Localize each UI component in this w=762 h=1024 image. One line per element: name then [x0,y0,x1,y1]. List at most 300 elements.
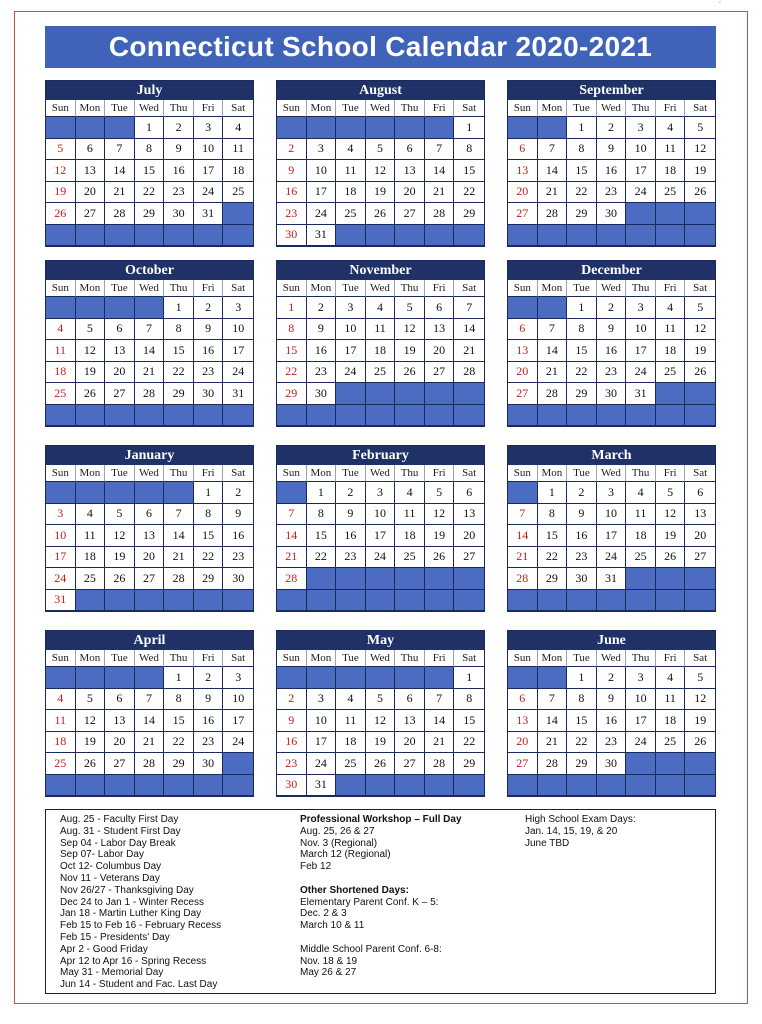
weekday-header: Tue [105,100,135,117]
day-cell: 7 [538,319,568,341]
empty-day-cell [567,775,597,797]
day-cell: 27 [685,547,715,569]
weekday-header: Thu [395,280,425,297]
day-cell: 24 [336,362,366,384]
day-cell: 26 [685,362,715,384]
empty-day-cell [597,775,627,797]
day-cell: 30 [223,568,253,590]
empty-day-cell [538,225,568,247]
exam-item: June TBD [525,837,570,849]
day-cell: 13 [395,160,425,182]
day-cell: 23 [307,362,337,384]
day-cell: 20 [508,732,538,754]
empty-day-cell [508,225,538,247]
day-cell: 7 [277,504,307,526]
weekday-header: Sun [508,465,538,482]
empty-day-cell [135,667,165,689]
empty-day-cell [307,590,337,612]
day-cell: 12 [366,710,396,732]
day-cell: 27 [508,203,538,225]
month-title: May [277,631,484,650]
day-cell: 21 [135,362,165,384]
day-cell: 28 [425,203,455,225]
month-grid [46,650,253,796]
empty-day-cell [366,568,396,590]
day-cell: 30 [597,753,627,775]
weekday-header: Mon [538,100,568,117]
weekday-header: Tue [567,280,597,297]
month-grid [508,280,715,426]
day-cell: 1 [454,117,484,139]
weekday-header: Mon [307,650,337,667]
day-cell: 2 [597,297,627,319]
day-cell: 22 [277,362,307,384]
day-cell: 14 [508,525,538,547]
weekday-header: Thu [626,650,656,667]
weekday-header: Fri [425,280,455,297]
day-cell: 15 [567,710,597,732]
day-cell: 4 [46,319,76,341]
day-cell: 5 [425,482,455,504]
day-cell: 10 [194,139,224,161]
weekday-header: Mon [76,465,106,482]
shortened-heading: Other Shortened Days: [300,884,409,896]
weekday-header: Sat [223,465,253,482]
weekday-header: Mon [76,650,106,667]
empty-day-cell [277,405,307,427]
day-cell: 8 [164,689,194,711]
day-cell: 6 [508,319,538,341]
day-cell: 29 [164,383,194,405]
empty-day-cell [626,775,656,797]
day-cell: 12 [395,319,425,341]
day-cell: 18 [656,340,686,362]
weekday-header: Fri [425,650,455,667]
day-cell: 22 [194,547,224,569]
empty-day-cell [46,117,76,139]
empty-day-cell [626,590,656,612]
day-cell: 21 [425,182,455,204]
empty-day-cell [597,225,627,247]
month-august [276,80,485,247]
empty-day-cell [164,482,194,504]
empty-day-cell [508,590,538,612]
day-cell: 22 [567,732,597,754]
day-cell: 15 [277,340,307,362]
day-cell: 8 [567,689,597,711]
day-cell: 11 [336,160,366,182]
day-cell: 25 [656,182,686,204]
weekday-header: Wed [366,465,396,482]
month-grid [46,280,253,426]
day-cell: 1 [194,482,224,504]
weekday-header: Tue [105,650,135,667]
day-cell: 25 [656,732,686,754]
day-cell: 17 [626,710,656,732]
day-cell: 27 [135,568,165,590]
middle-school-item: Nov. 18 & 19 [300,955,358,967]
day-cell: 10 [626,139,656,161]
empty-day-cell [105,225,135,247]
empty-day-cell [76,297,106,319]
day-cell: 9 [164,139,194,161]
day-cell: 15 [164,340,194,362]
empty-day-cell [656,383,686,405]
empty-day-cell [307,667,337,689]
day-cell: 25 [366,362,396,384]
day-cell: 14 [105,160,135,182]
empty-day-cell [508,775,538,797]
day-cell: 26 [685,732,715,754]
weekday-header: Thu [395,465,425,482]
day-cell: 1 [567,117,597,139]
empty-day-cell [164,225,194,247]
empty-day-cell [76,225,106,247]
weekday-header: Mon [76,100,106,117]
weekday-header: Thu [164,465,194,482]
empty-day-cell [105,405,135,427]
day-cell: 25 [76,568,106,590]
empty-day-cell [366,383,396,405]
day-cell: 10 [223,319,253,341]
empty-day-cell [223,753,253,775]
empty-day-cell [46,667,76,689]
month-grid [277,465,484,611]
day-cell: 20 [425,340,455,362]
day-cell: 6 [508,689,538,711]
month-may [276,630,485,797]
empty-day-cell [425,405,455,427]
holiday-item: Dec 24 to Jan 1 - Winter Recess [60,896,204,908]
day-cell: 23 [223,547,253,569]
day-cell: 28 [135,753,165,775]
weekday-header: Tue [336,280,366,297]
day-cell: 4 [76,504,106,526]
empty-day-cell [626,203,656,225]
day-cell: 7 [538,139,568,161]
day-cell: 20 [454,525,484,547]
day-cell: 23 [597,732,627,754]
day-cell: 18 [626,525,656,547]
weekday-header: Sun [46,650,76,667]
day-cell: 31 [597,568,627,590]
day-cell: 20 [395,182,425,204]
weekday-header: Sun [46,465,76,482]
day-cell: 11 [336,710,366,732]
month-november [276,260,485,427]
day-cell: 22 [164,732,194,754]
empty-day-cell [336,225,366,247]
day-cell: 7 [454,297,484,319]
empty-day-cell [76,405,106,427]
weekday-header: Wed [135,465,165,482]
day-cell: 4 [336,139,366,161]
weekday-header: Tue [336,650,366,667]
weekday-header: Wed [597,100,627,117]
empty-day-cell [223,405,253,427]
day-cell: 3 [307,139,337,161]
holiday-item: Jun 14 - Student and Fac. Last Day [60,979,218,991]
empty-day-cell [567,590,597,612]
holiday-item: Aug. 31 - Student First Day [60,825,181,837]
day-cell: 26 [656,547,686,569]
weekday-header: Fri [656,280,686,297]
empty-day-cell [454,405,484,427]
holiday-item: Nov 11 - Veterans Day [60,872,160,884]
empty-day-cell [164,590,194,612]
weekday-header: Sun [277,650,307,667]
day-cell: 31 [223,383,253,405]
shortened-subheading: Elementary Parent Conf. K – 5: [300,896,439,908]
day-cell: 11 [223,139,253,161]
middle-school-heading: Middle School Parent Conf. 6-8: [300,943,442,955]
weekday-header: Mon [307,465,337,482]
day-cell: 16 [307,340,337,362]
empty-day-cell [223,225,253,247]
empty-day-cell [223,775,253,797]
weekday-header: Sun [46,280,76,297]
empty-day-cell [336,590,366,612]
empty-day-cell [395,405,425,427]
empty-day-cell [626,225,656,247]
day-cell: 6 [395,139,425,161]
day-cell: 28 [538,203,568,225]
day-cell: 22 [567,362,597,384]
day-cell: 11 [76,525,106,547]
empty-day-cell [76,590,106,612]
day-cell: 23 [164,182,194,204]
empty-day-cell [307,117,337,139]
empty-day-cell [395,383,425,405]
day-cell: 19 [46,182,76,204]
day-cell: 23 [567,547,597,569]
day-cell: 14 [538,710,568,732]
month-march [507,445,716,612]
day-cell: 30 [277,225,307,247]
weekday-header: Thu [395,650,425,667]
day-cell: 5 [105,504,135,526]
day-cell: 27 [395,203,425,225]
day-cell: 2 [336,482,366,504]
day-cell: 11 [626,504,656,526]
day-cell: 25 [46,383,76,405]
day-cell: 5 [685,117,715,139]
empty-day-cell [135,775,165,797]
day-cell: 17 [194,160,224,182]
day-cell: 12 [685,689,715,711]
empty-day-cell [76,775,106,797]
day-cell: 24 [223,732,253,754]
page-title: Connecticut School Calendar 2020-2021 [45,26,716,68]
empty-day-cell [538,667,568,689]
day-cell: 24 [626,732,656,754]
day-cell: 11 [656,139,686,161]
day-cell: 6 [105,689,135,711]
day-cell: 3 [336,297,366,319]
day-cell: 16 [567,525,597,547]
holiday-item: Feb 15 to Feb 16 - February Recess [60,920,222,932]
empty-day-cell [105,117,135,139]
day-cell: 16 [277,182,307,204]
day-cell: 26 [366,203,396,225]
day-cell: 11 [395,504,425,526]
day-cell: 29 [194,568,224,590]
day-cell: 15 [194,525,224,547]
day-cell: 23 [277,203,307,225]
weekday-header: Thu [626,100,656,117]
empty-day-cell [508,482,538,504]
day-cell: 18 [336,182,366,204]
empty-day-cell [135,225,165,247]
holiday-item: May 31 - Memorial Day [60,967,164,979]
day-cell: 8 [454,689,484,711]
empty-day-cell [425,117,455,139]
day-cell: 28 [538,383,568,405]
day-cell: 2 [567,482,597,504]
day-cell: 31 [307,225,337,247]
empty-day-cell [46,297,76,319]
day-cell: 22 [164,362,194,384]
day-cell: 30 [194,383,224,405]
middle-school-item: May 26 & 27 [300,967,357,979]
day-cell: 1 [135,117,165,139]
day-cell: 24 [194,182,224,204]
empty-day-cell [194,590,224,612]
day-cell: 8 [164,319,194,341]
empty-day-cell [538,405,568,427]
day-cell: 29 [567,203,597,225]
shortened-item: Dec. 2 & 3 [300,908,347,920]
weekday-header: Tue [567,650,597,667]
weekday-header: Fri [194,465,224,482]
empty-day-cell [656,405,686,427]
empty-day-cell [538,297,568,319]
day-cell: 3 [626,117,656,139]
day-cell: 6 [395,689,425,711]
empty-day-cell [46,225,76,247]
day-cell: 14 [425,160,455,182]
month-title: April [46,631,253,650]
empty-day-cell [626,753,656,775]
workshop-item: Aug. 25, 26 & 27 [300,825,375,837]
empty-day-cell [46,482,76,504]
day-cell: 18 [366,340,396,362]
day-cell: 11 [656,319,686,341]
day-cell: 31 [307,775,337,797]
weekday-header: Mon [307,280,337,297]
empty-day-cell [135,590,165,612]
empty-day-cell [626,405,656,427]
day-cell: 25 [656,362,686,384]
day-cell: 5 [395,297,425,319]
workshop-item: March 12 (Regional) [300,849,391,861]
weekday-header: Sat [454,100,484,117]
day-cell: 15 [135,160,165,182]
empty-day-cell [336,383,366,405]
day-cell: 21 [538,362,568,384]
empty-day-cell [194,405,224,427]
empty-day-cell [685,568,715,590]
day-cell: 8 [567,139,597,161]
day-cell: 13 [508,160,538,182]
day-cell: 23 [336,547,366,569]
empty-day-cell [656,203,686,225]
empty-day-cell [656,225,686,247]
day-cell: 3 [366,482,396,504]
day-cell: 28 [425,753,455,775]
empty-day-cell [366,405,396,427]
day-cell: 3 [223,297,253,319]
day-cell: 14 [454,319,484,341]
day-cell: 11 [46,710,76,732]
month-title: March [508,446,715,465]
day-cell: 4 [656,297,686,319]
month-grid [508,100,715,246]
corner-mark: ‹ [719,0,721,6]
weekday-header: Tue [105,280,135,297]
day-cell: 28 [508,568,538,590]
exam-heading: High School Exam Days: [525,814,636,825]
day-cell: 9 [277,160,307,182]
weekday-header: Mon [538,465,568,482]
day-cell: 16 [164,160,194,182]
holidays-column [60,814,221,991]
month-title: June [508,631,715,650]
weekday-header: Fri [194,100,224,117]
day-cell: 15 [307,525,337,547]
weekday-header: Thu [164,280,194,297]
day-cell: 24 [223,362,253,384]
weekday-header: Mon [538,650,568,667]
day-cell: 31 [194,203,224,225]
day-cell: 4 [336,689,366,711]
empty-day-cell [656,590,686,612]
day-cell: 21 [164,547,194,569]
day-cell: 9 [223,504,253,526]
day-cell: 10 [597,504,627,526]
day-cell: 21 [135,732,165,754]
day-cell: 1 [567,297,597,319]
day-cell: 2 [223,482,253,504]
weekday-header: Fri [656,465,686,482]
day-cell: 18 [46,732,76,754]
workshop-heading: Professional Workshop – Full Day [300,814,462,825]
empty-day-cell [656,753,686,775]
day-cell: 25 [626,547,656,569]
day-cell: 8 [454,139,484,161]
day-cell: 19 [76,732,106,754]
weekday-header: Sat [685,280,715,297]
day-cell: 4 [395,482,425,504]
day-cell: 6 [76,139,106,161]
empty-day-cell [135,297,165,319]
month-october [45,260,254,427]
empty-day-cell [76,117,106,139]
empty-day-cell [685,405,715,427]
day-cell: 22 [538,547,568,569]
day-cell: 17 [46,547,76,569]
empty-day-cell [307,405,337,427]
day-cell: 7 [425,139,455,161]
day-cell: 15 [538,525,568,547]
day-cell: 17 [366,525,396,547]
day-cell: 12 [366,160,396,182]
day-cell: 4 [656,117,686,139]
day-cell: 12 [685,319,715,341]
day-cell: 7 [164,504,194,526]
day-cell: 27 [105,753,135,775]
weekday-header: Sat [223,650,253,667]
